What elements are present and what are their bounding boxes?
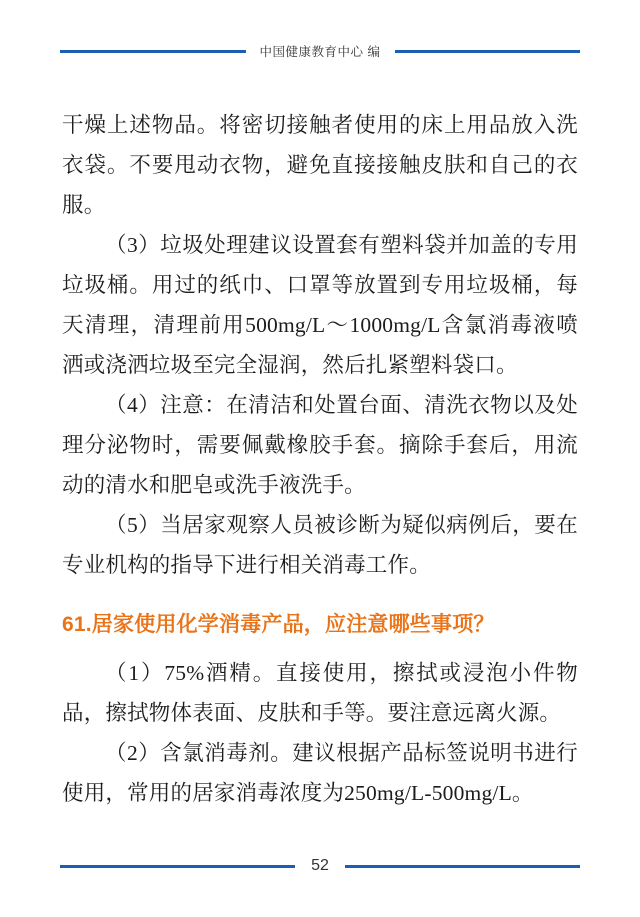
paragraph-item-5: （5）当居家观察人员被诊断为疑似病例后，要在专业机构的指导下进行相关消毒工作。	[62, 513, 578, 577]
section-heading-61: 61.居家使用化学消毒产品，应注意哪些事项？	[62, 613, 495, 636]
header-rule-left	[60, 50, 246, 53]
header-title: 中国健康教育中心 编	[259, 45, 381, 59]
page-number: 52	[311, 857, 329, 874]
footer-rule-right	[345, 865, 580, 868]
page-content	[62, 105, 578, 813]
page-footer	[60, 853, 580, 879]
paragraph-item-1-alcohol: （1）75%酒精。直接使用，擦拭或浸泡小件物品，擦拭物体表面、皮肤和手等。要注意远离火源。	[62, 661, 578, 725]
footer-rule-left	[60, 865, 295, 868]
header-rule-right	[395, 50, 581, 53]
page-header	[60, 38, 580, 64]
paragraph-item-2-chlorine: （2）含氯消毒剂。建议根据产品标签说明书进行使用，常用的居家消毒浓度为250mg/L-500mg/L。	[62, 741, 578, 805]
paragraph-item-3: （3）垃圾处理建议设置套有塑料袋并加盖的专用垃圾桶。用过的纸巾、口罩等放置到专用垃圾桶，每天清理，清理前用500mg/L～1000mg/L含氯消毒液喷洒或浇洒垃圾至完全湿润，然后扎紧塑料袋口。	[62, 233, 578, 377]
paragraph-continued: 干燥上述物品。将密切接触者使用的床上用品放入洗衣袋。不要甩动衣物，避免直接接触皮肤和自己的衣服。	[62, 113, 578, 217]
paragraph-item-4: （4）注意：在清洁和处置台面、清洗衣物以及处理分泌物时，需要佩戴橡胶手套。摘除手套后，用流动的清水和肥皂或洗手液洗手。	[62, 393, 578, 497]
